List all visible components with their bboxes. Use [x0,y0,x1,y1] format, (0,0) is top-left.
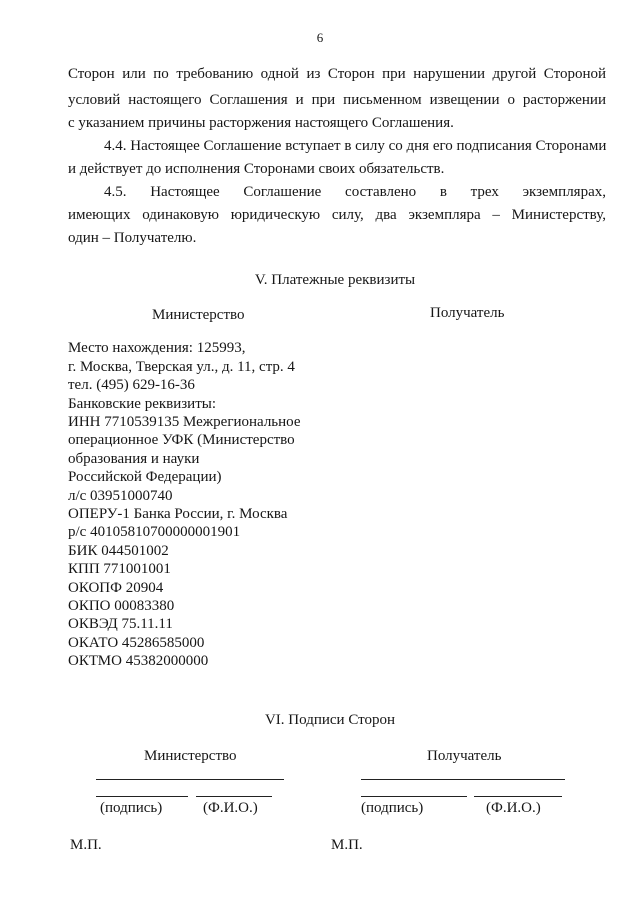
requisite-line: г. Москва, Тверская ул., д. 11, стр. 4 [68,359,295,375]
ministry-column-header: Министерство [152,307,245,323]
recipient-stamp-place: М.П. [331,837,363,853]
requisite-line: образования и науки [68,451,200,467]
paragraph-line: с указанием причины расторжения настоящего Соглашения. [68,115,454,131]
recipient-sign-caption: (подпись) [361,800,424,816]
recipient-name-underline [474,796,562,797]
requisite-line: Российской Федерации) [68,469,222,485]
requisite-line: тел. (495) 629-16-36 [68,377,195,393]
requisite-line: ОКОПФ 20904 [68,580,164,596]
requisite-line: л/с 03951000740 [68,488,173,504]
ministry-name-caption: (Ф.И.О.) [203,800,258,816]
requisite-line: КПП 771001001 [68,561,171,577]
requisite-line: р/с 40105810700000001901 [68,524,241,540]
section-vi-title: VI. Подписи Сторон [264,712,396,728]
ministry-signature-header: Министерство [144,748,237,764]
clause-4-5-line: имеющих одинаковую юридическую силу, два экземпляра – Министерству, [68,207,606,223]
requisite-line: ИНН 7710539135 Межрегиональное [68,414,301,430]
clause-4-4-line: и действует до исполнения Сторонами своих обязательств. [68,161,445,177]
recipient-name-caption: (Ф.И.О.) [486,800,541,816]
ministry-name-underline [196,796,272,797]
requisite-line: ОКТМО 45382000000 [68,653,209,669]
recipient-column-header: Получатель [430,305,505,321]
clause-4-4-line: 4.4. Настоящее Соглашение вступает в силу со дня его подписания Сторонами [104,138,607,154]
recipient-sign-underline [361,796,467,797]
requisite-line: Банковские реквизиты: [68,396,217,412]
paragraph-line: Сторон или по требованию одной из Сторон при нарушении другой Стороной [68,66,606,82]
ministry-signature-line [96,779,284,780]
clause-4-5-line: один – Получателю. [68,230,197,246]
requisite-line: ОКАТО 45286585000 [68,635,205,651]
ministry-sign-underline [96,796,188,797]
ministry-sign-caption: (подпись) [100,800,163,816]
recipient-signature-header: Получатель [427,748,502,764]
requisite-line: ОКВЭД 75.11.11 [68,616,173,632]
requisite-line: Место нахождения: 125993, [68,340,246,356]
recipient-signature-line [361,779,565,780]
paragraph-line: условий настоящего Соглашения и при письменном извещении о расторжении [68,92,606,108]
ministry-stamp-place: М.П. [70,837,102,853]
clause-4-5-line: 4.5. Настоящее Соглашение составлено в трех экземплярах, [104,184,606,200]
page-number: 6 [316,30,324,45]
requisite-line: ОКПО 00083380 [68,598,175,614]
requisite-line: операционное УФК (Министерство [68,432,295,448]
requisite-line: БИК 044501002 [68,543,169,559]
section-v-title: V. Платежные реквизиты [254,272,416,288]
requisite-line: ОПЕРУ-1 Банка России, г. Москва [68,506,288,522]
